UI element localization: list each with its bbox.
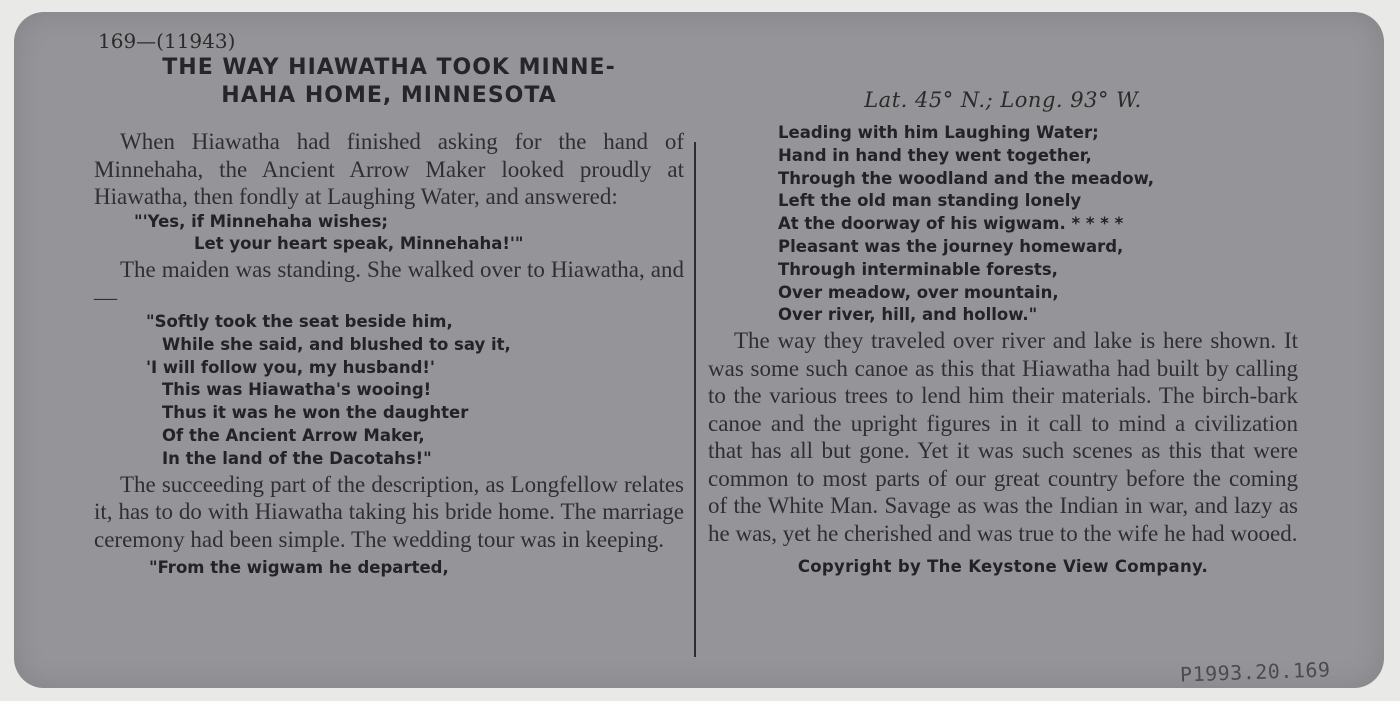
verse-line: Of the Ancient Arrow Maker, — [162, 426, 425, 446]
verse-line: At the doorway of his wigwam. * * * * — [778, 214, 1124, 234]
verse-line: In the land of the Dacotahs!" — [162, 448, 432, 468]
verse-line: "'Yes, if Minnehaha wishes; — [134, 211, 389, 231]
verse-block-right — [708, 122, 1298, 327]
verse-line: 'I will follow you, my husband!' — [146, 357, 435, 377]
verse-block-2 — [94, 311, 684, 471]
paragraph-right: The way they traveled over river and lake is here shown. It was some such canoe as this that Hiawatha had built by calling to the various trees to lend him their materials. The birch-bark canoe and the upright figures in it call to mind a civilization that has all but gone. Yet it was such scenes as this that were common to most parts of our great country before the coming of the White Man. Savage as was the Indian in war, and lazy as he was, yet he cherished and was true to the wife he had wooed. — [708, 328, 1298, 546]
verse-block-3 — [94, 557, 684, 580]
coordinates: Lat. 45° N.; Long. 93° W. — [864, 88, 1142, 112]
card-number: 169—(11943) — [98, 29, 236, 53]
verse-line: While she said, and blushed to say it, — [162, 334, 511, 354]
copyright: Copyright by The Keystone View Company. — [797, 557, 1209, 577]
verse-block-1 — [94, 211, 684, 257]
right-column — [708, 28, 1298, 576]
verse-line: Left the old man standing lonely — [778, 191, 1082, 211]
verse-line: Through the woodland and the meadow, — [778, 168, 1155, 188]
verse-line: Over meadow, over mountain, — [778, 282, 1059, 302]
paragraph-1: When Hiawatha had finished asking for the hand of Minnehaha, the Ancient Arrow Maker looked proudly at Hiawatha, then fondly at Laughing Water, and answered: — [94, 129, 684, 209]
column-divider — [694, 142, 696, 657]
verse-line: Thus it was he won the daughter — [162, 403, 469, 423]
paragraph-3: The succeeding part of the description, as Longfellow relates it, has to do with Hiawatha taking his bride home. The marriage ceremony had been simple. The wedding tour was in keeping. — [94, 471, 684, 552]
verse-line: "Softly took the seat beside him, — [146, 312, 453, 332]
left-column — [94, 28, 684, 580]
verse-line: Hand in hand they went together, — [778, 145, 1092, 165]
verse-line: "From the wigwam he departed, — [149, 558, 449, 578]
verse-line: Let your heart speak, Minnehaha!'" — [194, 234, 524, 254]
verse-line: Pleasant was the journey homeward, — [778, 236, 1124, 256]
stereograph-card-back — [14, 12, 1384, 688]
verse-line: Leading with him Laughing Water; — [778, 123, 1099, 142]
accession-number: P1993.20.169 — [1179, 657, 1331, 687]
verse-line: Over river, hill, and hollow." — [778, 305, 1038, 325]
paragraph-2: The maiden was standing. She walked over to Hiawatha, and— — [94, 257, 684, 310]
verse-line: This was Hiawatha's wooing! — [162, 380, 432, 400]
verse-line: Through interminable forests, — [778, 259, 1058, 279]
card-title: THE WAY HIAWATHA TOOK MINNE- HAHA HOME, MINNESOTA — [162, 55, 616, 108]
